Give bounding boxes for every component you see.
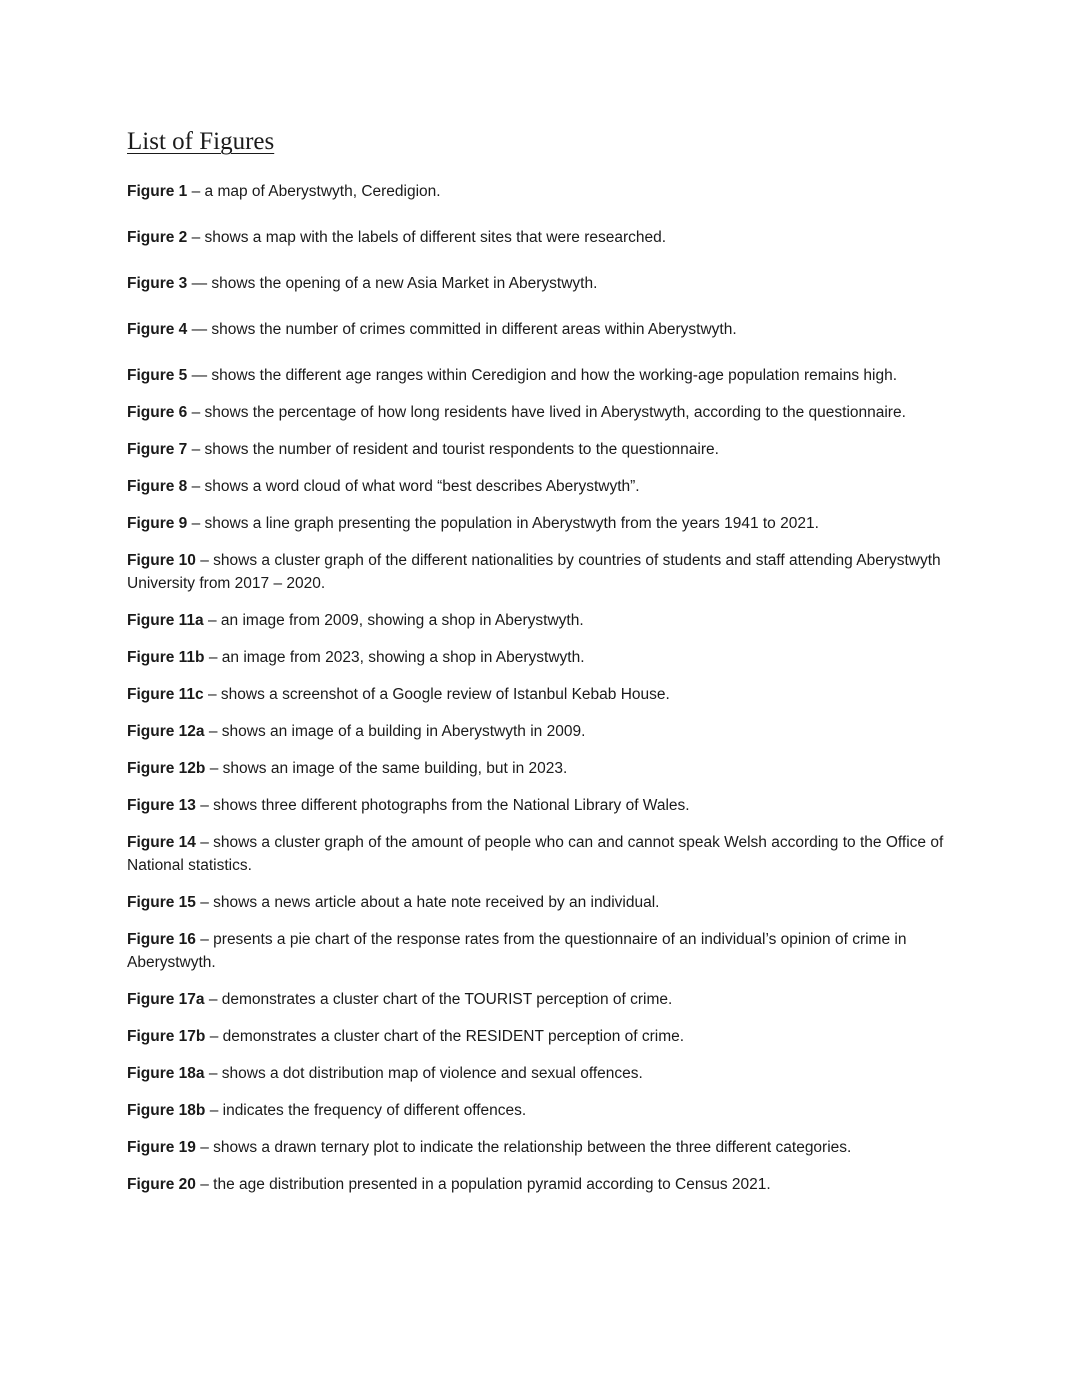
figure-entry xyxy=(127,1025,957,1048)
figure-description: indicates the frequency of different offences. xyxy=(222,1102,527,1119)
figure-separator: — xyxy=(187,275,212,292)
figure-entry xyxy=(127,1099,957,1122)
figure-separator: – xyxy=(204,991,222,1008)
figure-entry xyxy=(127,988,957,1011)
figure-entry xyxy=(127,831,957,877)
figure-separator: – xyxy=(203,612,221,629)
figure-description: shows a word cloud of what word “best describes Aberystwyth”. xyxy=(204,478,640,495)
figure-entry xyxy=(127,646,957,669)
figure-description: shows a line graph presenting the population in Aberystwyth from the years 1941 to 2021. xyxy=(204,515,819,532)
figure-description: an image from 2023, showing a shop in Aberystwyth. xyxy=(221,649,585,666)
figure-entry xyxy=(127,475,957,498)
figure-separator: – xyxy=(195,931,214,948)
figure-entry xyxy=(127,318,957,341)
figure-entry xyxy=(127,1136,957,1159)
figure-description: shows a news article about a hate note received by an individual. xyxy=(213,894,660,911)
figure-description: shows the number of crimes committed in different areas within Aberystwyth. xyxy=(211,321,737,338)
figure-entry xyxy=(127,364,957,387)
figure-label: Figure 12a xyxy=(127,723,205,740)
figure-description: a map of Aberystwyth, Ceredigion. xyxy=(204,183,441,200)
figure-entry xyxy=(127,757,957,780)
figure-label: Figure 17a xyxy=(127,991,205,1008)
figure-label: Figure 4 xyxy=(127,321,188,338)
figure-label: Figure 2 xyxy=(127,229,188,246)
figure-separator: – xyxy=(187,441,205,458)
figure-label: Figure 7 xyxy=(127,441,188,458)
figure-label: Figure 18b xyxy=(127,1102,206,1119)
figure-entry xyxy=(127,272,957,295)
figure-label: Figure 17b xyxy=(127,1028,206,1045)
figure-description: presents a pie chart of the response rates from the questionnaire of an individual’s opinion of crime in Aberystwyth. xyxy=(127,931,907,971)
figure-separator: – xyxy=(187,478,205,495)
figure-label: Figure 15 xyxy=(127,894,196,911)
figure-entry xyxy=(127,1062,957,1085)
figure-description: shows a drawn ternary plot to indicate the relationship between the three different categories. xyxy=(213,1139,852,1156)
figure-description: shows a dot distribution map of violence and sexual offences. xyxy=(221,1065,643,1082)
figure-label: Figure 18a xyxy=(127,1065,205,1082)
figure-description: shows a screenshot of a Google review of Istanbul Kebab House. xyxy=(220,686,670,703)
figure-description: demonstrates a cluster chart of the RESIDENT perception of crime. xyxy=(222,1028,685,1045)
page-title: List of Figures xyxy=(127,128,275,155)
figure-label: Figure 5 xyxy=(127,367,188,384)
figure-description: shows three different photographs from the National Library of Wales. xyxy=(213,797,690,814)
figure-description: shows the opening of a new Asia Market in Aberystwyth. xyxy=(211,275,598,292)
figure-description: shows an image of a building in Aberystwyth in 2009. xyxy=(221,723,586,740)
figure-separator: — xyxy=(187,367,212,384)
figure-label: Figure 1 xyxy=(127,183,188,200)
figure-separator: – xyxy=(203,686,221,703)
figure-separator: – xyxy=(187,515,205,532)
figure-separator: – xyxy=(187,404,205,421)
figure-description: the age distribution presented in a population pyramid according to Census 2021. xyxy=(213,1176,771,1193)
figure-label: Figure 6 xyxy=(127,404,188,421)
figure-label: Figure 11c xyxy=(127,686,204,703)
figure-description: demonstrates a cluster chart of the TOURIST perception of crime. xyxy=(221,991,673,1008)
figure-label: Figure 3 xyxy=(127,275,188,292)
document-page xyxy=(127,126,957,1210)
figure-label: Figure 10 xyxy=(127,552,196,569)
figure-description: shows an image of the same building, but in 2023. xyxy=(222,760,568,777)
figure-description: shows a cluster graph of the different nationalities by countries of students and staff attending Aberystwyth University from 2017 – 2020. xyxy=(127,552,941,592)
figure-description: an image from 2009, showing a shop in Aberystwyth. xyxy=(220,612,584,629)
figure-label: Figure 16 xyxy=(127,931,196,948)
figure-separator: – xyxy=(195,834,214,851)
figure-entry xyxy=(127,609,957,632)
figure-description: shows a cluster graph of the amount of people who can and cannot speak Welsh according to the Office of National statistics. xyxy=(127,834,944,874)
figure-separator: – xyxy=(195,1176,214,1193)
figure-separator: – xyxy=(195,1139,214,1156)
figure-entry xyxy=(127,401,957,424)
figure-label: Figure 19 xyxy=(127,1139,196,1156)
figure-entry xyxy=(127,180,957,203)
figure-separator: – xyxy=(195,894,214,911)
figure-separator: – xyxy=(195,797,214,814)
figure-separator: – xyxy=(205,1102,223,1119)
figure-entry xyxy=(127,891,957,914)
figure-description: shows the percentage of how long residents have lived in Aberystwyth, according to the questionnaire. xyxy=(204,404,906,421)
figure-entry xyxy=(127,928,957,974)
figure-description: shows the number of resident and tourist respondents to the questionnaire. xyxy=(204,441,719,458)
figure-label: Figure 14 xyxy=(127,834,196,851)
figure-label: Figure 11a xyxy=(127,612,204,629)
figure-label: Figure 8 xyxy=(127,478,188,495)
figure-separator: – xyxy=(205,1028,223,1045)
figure-separator: – xyxy=(204,1065,222,1082)
figure-entry xyxy=(127,683,957,706)
figure-entry xyxy=(127,549,957,595)
figure-label: Figure 13 xyxy=(127,797,196,814)
figure-entry xyxy=(127,438,957,461)
figure-separator: — xyxy=(187,321,212,338)
figure-description: shows the different age ranges within Ceredigion and how the working-age population remains high. xyxy=(211,367,898,384)
figure-entry xyxy=(127,1173,957,1196)
figure-label: Figure 20 xyxy=(127,1176,196,1193)
figure-label: Figure 12b xyxy=(127,760,206,777)
figure-entry xyxy=(127,226,957,249)
figure-label: Figure 9 xyxy=(127,515,188,532)
figure-separator: – xyxy=(187,229,205,246)
figure-description: shows a map with the labels of different sites that were researched. xyxy=(204,229,667,246)
figure-entry xyxy=(127,720,957,743)
figure-separator: – xyxy=(204,723,222,740)
figure-separator: – xyxy=(205,760,223,777)
figure-entry xyxy=(127,794,957,817)
figure-label: Figure 11b xyxy=(127,649,205,666)
figure-list xyxy=(127,180,957,1196)
figure-separator: – xyxy=(195,552,214,569)
figure-separator: – xyxy=(187,183,205,200)
figure-separator: – xyxy=(204,649,222,666)
figure-entry xyxy=(127,512,957,535)
